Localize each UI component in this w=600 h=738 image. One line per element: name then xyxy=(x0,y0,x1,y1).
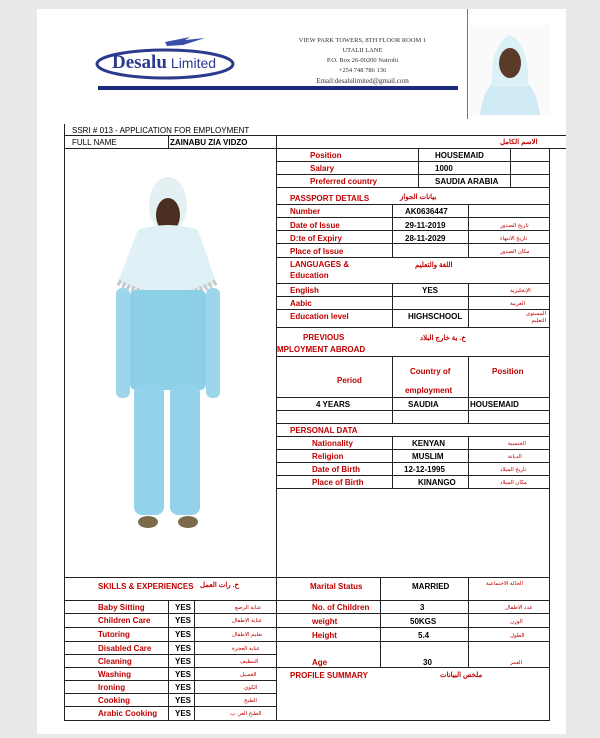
marital-arabic: الحالة الاجتماعية xyxy=(485,581,523,587)
salary-value: 1000 xyxy=(435,164,453,173)
issue-date-label: Date of Issue xyxy=(290,221,340,230)
previous-position: HOUSEMAID xyxy=(470,400,519,409)
skill-label: Ironing xyxy=(98,683,126,692)
issue-place-label: Place of Issue xyxy=(290,247,344,256)
profile-summary-label: PROFILE SUMMARY xyxy=(290,671,368,680)
country-value: SAUDIA ARABIA xyxy=(435,177,499,186)
skill-label: Cleaning xyxy=(98,657,132,666)
skill-value: YES xyxy=(175,670,192,679)
nationality-arabic: الجنسية xyxy=(508,441,526,447)
dob-label: Date of Birth xyxy=(312,465,360,474)
issue-date-arabic: تاريخ الصدور xyxy=(500,223,529,229)
position-value: HOUSEMAID xyxy=(435,151,484,160)
passport-heading: PASSPORT DETAILS xyxy=(290,194,370,203)
age-value: 30 xyxy=(423,658,432,667)
skill-label: Washing xyxy=(98,670,132,679)
skill-arabic: عناية العجزة xyxy=(232,646,260,652)
languages-heading-arabic: اللغة والتعليم xyxy=(415,262,453,269)
airplane-icon xyxy=(165,37,205,46)
full-name-arabic: الاسم الكامل xyxy=(500,139,538,146)
full-name-value: ZAINABU ZIA VIDZO xyxy=(170,138,248,147)
skill-arabic: تعليم الاطفال xyxy=(232,632,263,638)
previous-period: 4 YEARS xyxy=(316,400,351,409)
english-value: YES xyxy=(422,286,439,295)
period-column-header: Period xyxy=(337,376,362,385)
personal-heading: PERSONAL DATA xyxy=(290,426,358,435)
children-arabic: عدد الاطفال xyxy=(505,605,533,611)
previous-heading-line2: MPLOYMENT ABROAD xyxy=(277,345,366,354)
skill-label: Children Care xyxy=(98,616,151,625)
skill-label: Tutoring xyxy=(98,630,130,639)
passport-number-label: Number xyxy=(290,207,321,216)
skill-value: YES xyxy=(175,644,192,653)
applicant-headshot xyxy=(470,25,550,115)
marital-label: Marital Status xyxy=(310,582,363,591)
company-address: VIEW PARK TOWERS, 8TH FLOOR ROOM 1 UTALII LANE P.O. Box 26-00200 Nairobi +254 748 786 136 Email:desalulimited@gmail.com xyxy=(298,37,427,85)
profile-summary-arabic: ملخص البيانات xyxy=(440,672,483,679)
height-arabic: الطول xyxy=(510,633,525,639)
expiry-date-label: D:te of Expiry xyxy=(290,234,343,243)
skill-label: Arabic Cooking xyxy=(98,709,158,718)
skill-value: YES xyxy=(175,603,192,612)
religion-value: MUSLIM xyxy=(412,452,444,461)
position-label: Position xyxy=(310,151,342,160)
previous-heading-line1: PREVIOUS xyxy=(303,333,345,342)
issue-place-arabic: مكان الصدور xyxy=(500,249,530,255)
weight-label: weight xyxy=(312,617,338,626)
skill-label: Baby Sitting xyxy=(98,603,145,612)
weight-value: 50KGS xyxy=(410,617,437,626)
salary-label: Salary xyxy=(310,164,335,173)
skill-value: YES xyxy=(175,683,192,692)
education-value: HIGHSCHOOL xyxy=(408,312,463,321)
age-label: Age xyxy=(312,658,328,667)
pob-label: Place of Birth xyxy=(312,478,364,487)
pob-arabic: مكان الميلاد xyxy=(500,480,528,486)
education-arabic: المستوى التعليم xyxy=(525,311,546,324)
skill-value: YES xyxy=(175,657,192,666)
expiry-date-value: 28-11-2029 xyxy=(405,234,446,243)
header-bar xyxy=(98,86,458,90)
skill-value: YES xyxy=(175,696,192,705)
skill-arabic: الغسيل xyxy=(240,672,257,678)
children-label: No. of Children xyxy=(312,603,370,612)
children-value: 3 xyxy=(420,603,425,612)
dob-value: 12-12-1995 xyxy=(404,465,445,474)
applicant-full-photo xyxy=(98,170,233,550)
education-label: Education level xyxy=(290,312,349,321)
english-label: English xyxy=(290,286,319,295)
country-column-header-1: Country of xyxy=(410,367,451,376)
age-arabic: العمر xyxy=(510,660,523,666)
skill-arabic: الطبخ العر. ب xyxy=(230,711,262,717)
english-arabic: الإنجليزية xyxy=(510,288,531,294)
height-label: Height xyxy=(312,631,337,640)
religion-label: Religion xyxy=(312,452,344,461)
pob-value: KINANGO xyxy=(418,478,456,487)
skill-arabic: الطبخ xyxy=(244,698,257,704)
form-title: SSRI # 013 - APPLICATION FOR EMPLOYMENT xyxy=(72,126,250,135)
logo-wordmark: Desalu Limited xyxy=(112,52,217,73)
issue-date-value: 29-11-2019 xyxy=(405,221,446,230)
skill-arabic: عناية الاطفال xyxy=(232,618,263,624)
arabic-arabic: العربية xyxy=(510,301,526,307)
previous-country: SAUDIA xyxy=(408,400,439,409)
expiry-date-arabic: تاريخ الانتهاء xyxy=(500,236,528,242)
position-column-header: Position xyxy=(492,367,524,376)
religion-arabic: الديانة xyxy=(508,454,522,460)
skill-arabic: التنظيف xyxy=(240,659,259,665)
height-value: 5.4 xyxy=(418,631,430,640)
header-divider xyxy=(467,9,468,119)
skill-label: Disabled Care xyxy=(98,644,152,653)
marital-value: MARRIED xyxy=(412,582,450,591)
arabic-label: Aabic xyxy=(290,299,312,308)
skill-value: YES xyxy=(175,616,192,625)
weight-arabic: الوزن xyxy=(510,619,523,625)
languages-heading: LANGUAGES & Education xyxy=(290,260,350,280)
skill-value: YES xyxy=(175,630,192,639)
dob-arabic: تاريخ الميلاد xyxy=(500,467,527,473)
skill-arabic: عناية الرضع xyxy=(235,605,262,611)
nationality-label: Nationality xyxy=(312,439,353,448)
full-name-label: FULL NAME xyxy=(72,138,117,147)
passport-heading-arabic: بيانات الجواز xyxy=(400,194,437,201)
country-column-header-2: employment xyxy=(405,386,453,395)
nationality-value: KENYAN xyxy=(412,439,446,448)
skill-arabic: الكوي xyxy=(244,685,258,691)
previous-heading-arabic: خ. ية خارج البلاد xyxy=(420,335,466,342)
skills-heading-arabic: خ. رات العمل xyxy=(200,582,240,589)
skills-heading: SKILLS & EXPERIENCES xyxy=(98,582,194,591)
passport-number-value: AK0636447 xyxy=(405,207,448,216)
country-label: Preferred country xyxy=(310,177,378,186)
skill-label: Cooking xyxy=(98,696,130,705)
skill-value: YES xyxy=(175,709,192,718)
